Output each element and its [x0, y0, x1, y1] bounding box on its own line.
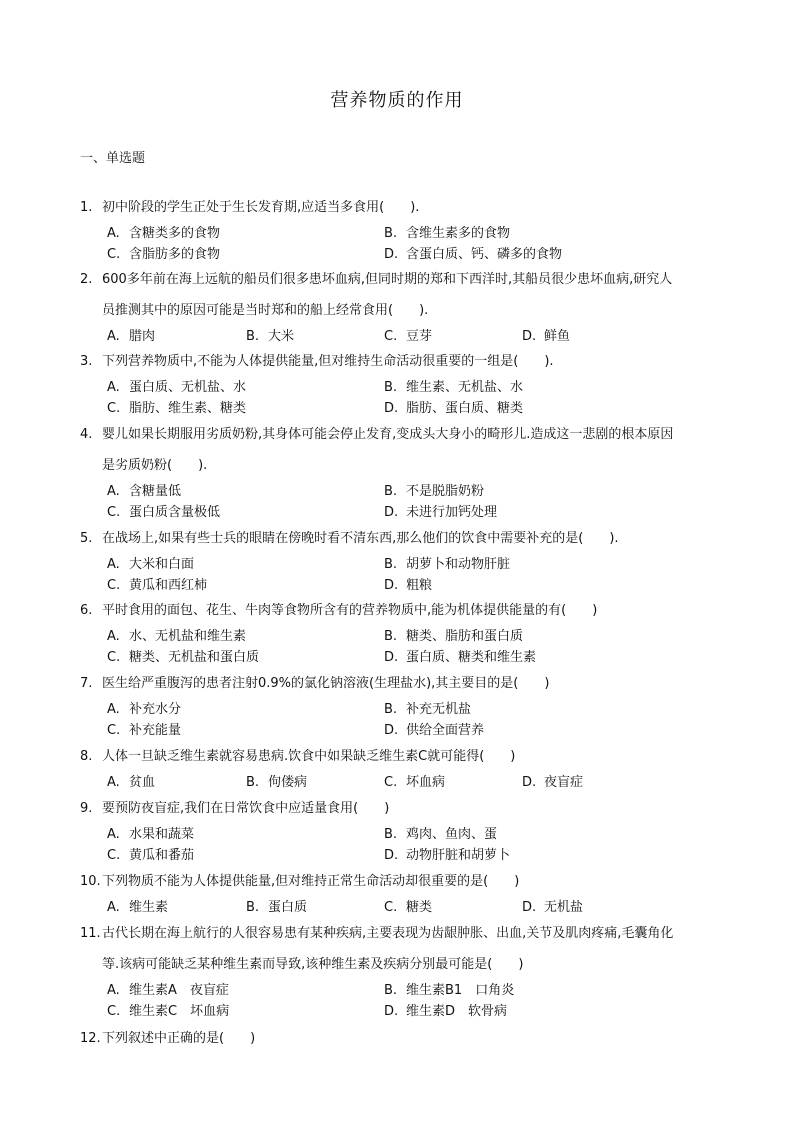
question-text: 初中阶段的学生正处于生长发育期,应适当多食用( ). — [102, 200, 420, 215]
option-b: B. 佝偻病 — [246, 775, 308, 790]
section-heading: 一、单选题 — [80, 151, 146, 166]
option-d: D. 夜盲症 — [522, 775, 584, 790]
question-number: 10. — [80, 874, 101, 889]
option-c: C. 糖类 — [384, 900, 433, 915]
question-number: 5. — [80, 531, 93, 546]
question-number: 8. — [80, 749, 93, 764]
option-a: A. 维生素A 夜盲症 — [107, 983, 229, 998]
option-b: B. 维生素B1 口角炎 — [384, 983, 515, 998]
question-text: 下列物质不能为人体提供能量,但对维持正常生命活动却很重要的是( ) — [102, 874, 520, 889]
option-b: B. 含维生素多的食物 — [384, 226, 511, 241]
option-d: D. 动物肝脏和胡萝卜 — [384, 848, 511, 863]
question-text-cont: 是劣质奶粉( ). — [102, 458, 208, 473]
option-a: A. 补充水分 — [107, 702, 182, 717]
option-b: B. 不是脱脂奶粉 — [384, 484, 485, 499]
option-a: A. 蛋白质、无机盐、水 — [107, 380, 247, 395]
option-a: A. 腊肉 — [107, 329, 156, 344]
question-text: 医生给严重腹泻的患者注射0.9%的氯化钠溶液(生理盐水),其主要目的是( ) — [102, 676, 550, 691]
question-10 — [80, 873, 740, 920]
question-5 — [80, 530, 740, 598]
option-b: B. 补充无机盐 — [384, 702, 472, 717]
option-b: B. 胡萝卜和动物肝脏 — [384, 557, 511, 572]
question-2 — [80, 271, 740, 349]
option-a: A. 维生素 — [107, 900, 169, 915]
option-c: C. 脂肪、维生素、糖类 — [107, 401, 247, 416]
option-b: B. 维生素、无机盐、水 — [384, 380, 524, 395]
question-number: 3. — [80, 354, 93, 369]
option-c: C. 黄瓜和番茄 — [107, 848, 195, 863]
question-text: 婴儿如果长期服用劣质奶粉,其身体可能会停止发育,变成头大身小的畸形儿.造成这一悲剧的根本原因 — [102, 427, 674, 442]
question-number: 12. — [80, 1031, 101, 1046]
question-12 — [80, 1030, 740, 1048]
option-a: A. 含糖类多的食物 — [107, 226, 221, 241]
option-c: C. 黄瓜和西红柿 — [107, 578, 208, 593]
question-4 — [80, 426, 740, 525]
question-text-cont: 等.该病可能缺乏某种维生素而导致,该种维生素及疾病分别最可能是( ) — [102, 957, 524, 972]
option-a: A. 大米和白面 — [107, 557, 195, 572]
option-a: A. 含糖量低 — [107, 484, 182, 499]
option-b: B. 蛋白质 — [246, 900, 308, 915]
question-text: 平时食用的面包、花生、牛肉等食物所含有的营养物质中,能为机体提供能量的有( ) — [102, 603, 598, 618]
question-11 — [80, 925, 740, 1024]
option-b: B. 鸡肉、鱼肉、蛋 — [384, 827, 498, 842]
option-c: C. 豆芽 — [384, 329, 433, 344]
option-a: A. 贫血 — [107, 775, 156, 790]
option-b: B. 大米 — [246, 329, 295, 344]
option-d: D. 无机盐 — [522, 900, 584, 915]
option-c: C. 坏血病 — [384, 775, 446, 790]
question-number: 9. — [80, 801, 93, 816]
option-d: D. 蛋白质、糖类和维生素 — [384, 650, 537, 665]
question-8 — [80, 748, 740, 795]
question-text: 要预防夜盲症,我们在日常饮食中应适量食用( ) — [102, 801, 390, 816]
question-number: 4. — [80, 427, 93, 442]
question-text: 在战场上,如果有些士兵的眼睛在傍晚时看不清东西,那么他们的饮食中需要补充的是( ). — [102, 531, 619, 546]
option-a: A. 水果和蔬菜 — [107, 827, 195, 842]
question-text-cont: 员推测其中的原因可能是当时郑和的船上经常食用( ). — [102, 303, 429, 318]
option-d: D. 维生素D 软骨病 — [384, 1004, 508, 1019]
option-d: D. 未进行加钙处理 — [384, 505, 498, 520]
question-text: 古代长期在海上航行的人很容易患有某种疾病,主要表现为齿龈肿胀、出血,关节及肌肉疼痛,毛囊角化 — [102, 926, 674, 941]
option-c: C. 含脂肪多的食物 — [107, 247, 221, 262]
option-c: C. 蛋白质含量极低 — [107, 505, 221, 520]
question-3 — [80, 353, 740, 421]
question-text: 600多年前在海上远航的船员们很多患坏血病,但同时期的郑和下西洋时,其船员很少患坏血病,研究人 — [102, 272, 673, 287]
question-text: 人体一旦缺乏维生素就容易患病.饮食中如果缺乏维生素C就可能得( ) — [102, 749, 516, 764]
question-number: 2. — [80, 272, 93, 287]
question-6 — [80, 602, 740, 670]
option-d: D. 鲜鱼 — [522, 329, 571, 344]
option-d: D. 含蛋白质、钙、磷多的食物 — [384, 247, 563, 262]
question-9 — [80, 800, 740, 868]
option-c: C. 维生素C 坏血病 — [107, 1004, 230, 1019]
question-number: 11. — [80, 926, 101, 941]
option-b: B. 糖类、脂肪和蛋白质 — [384, 629, 524, 644]
option-d: D. 脂肪、蛋白质、糖类 — [384, 401, 524, 416]
question-1 — [80, 199, 740, 267]
question-number: 7. — [80, 676, 93, 691]
option-d: D. 供给全面营养 — [384, 723, 485, 738]
question-text: 下列营养物质中,不能为人体提供能量,但对维持生命活动很重要的一组是( ). — [102, 354, 554, 369]
option-c: C. 补充能量 — [107, 723, 182, 738]
question-number: 1. — [80, 200, 93, 215]
option-c: C. 糖类、无机盐和蛋白质 — [107, 650, 260, 665]
option-d: D. 粗粮 — [384, 578, 433, 593]
option-a: A. 水、无机盐和维生素 — [107, 629, 247, 644]
question-text: 下列叙述中正确的是( ) — [102, 1031, 256, 1046]
question-7 — [80, 675, 740, 743]
page-title: 营养物质的作用 — [330, 90, 464, 111]
question-number: 6. — [80, 603, 93, 618]
